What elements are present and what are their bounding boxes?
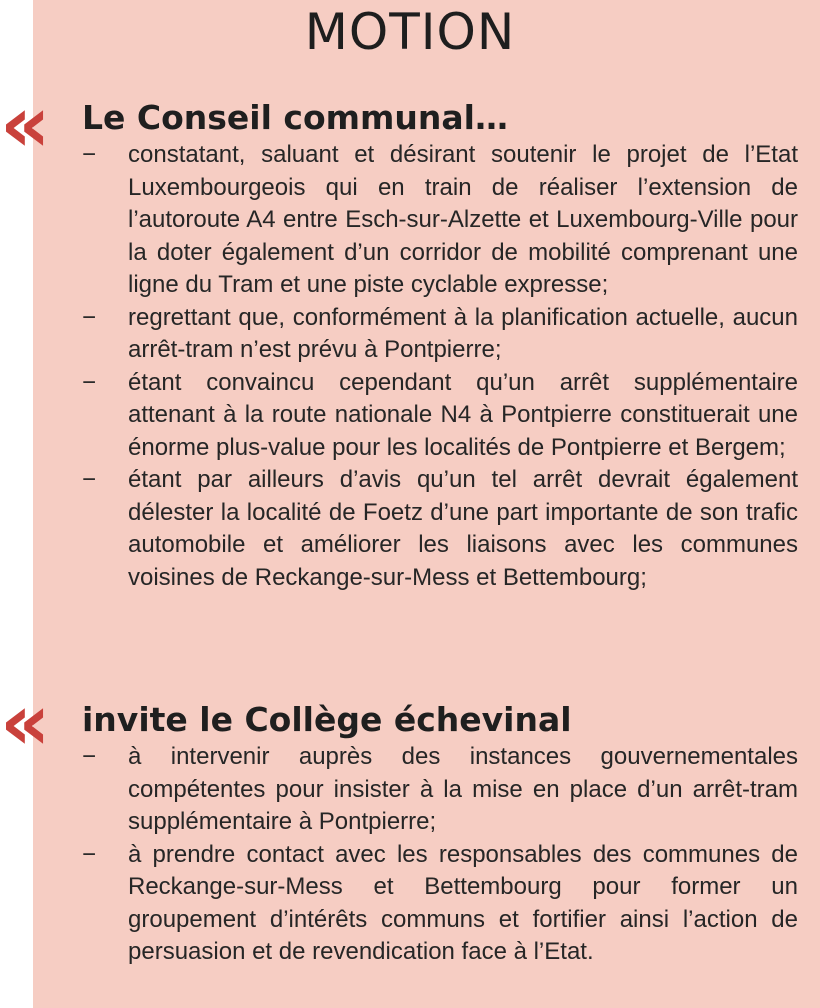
list-item-text: constatant, saluant et désirant soutenir le projet de l’Etat Luxembourgeois qui en train de réaliser l’extension de l’autoroute A4 entre Esch-sur-Alzette et Luxembourg-Ville pour la doter également d’un corridor de mobilité comprenant une ligne du Tram et une piste cyclable expresse;: [128, 141, 798, 298]
dash-bullet: −: [82, 466, 97, 493]
list-item: [82, 741, 798, 839]
page-title: MOTION: [304, 3, 516, 61]
dash-bullet: −: [82, 303, 97, 331]
quote-mark-icon: «: [0, 678, 45, 768]
list-item: [82, 302, 798, 367]
list-item-text: regrettant que, conformément à la planification actuelle, aucun arrêt-tram n’est prévu à Pontpierre;: [128, 303, 798, 363]
list-item: [82, 367, 798, 465]
list-item-text: étant convaincu cependant qu’un arrêt supplémentaire attenant à la route nationale N4 à Pontpierre constituerait une énorme plus-value pour les localités de Pontpierre et Bergem;: [128, 368, 798, 461]
conseil-items-list: [82, 139, 798, 594]
dash-bullet: −: [82, 743, 97, 770]
section-heading-conseil: Le Conseil communal…: [82, 98, 508, 137]
section-heading-college: invite le Collège échevinal: [82, 700, 572, 739]
list-item-text: étant par ailleurs d’avis qu’un tel arrêt devrait également délester la localité de Foetz d’une part importante de son trafic automobile et améliorer les liaisons avec les communes voisines de Reckange-sur-Mess et Bettembourg;: [128, 466, 798, 591]
dash-bullet: −: [82, 141, 97, 168]
quote-mark-icon: «: [0, 80, 45, 170]
list-item-text: à prendre contact avec les responsables des communes de Reckange-sur-Mess et Bettembourg pour former un groupement d’intérêts communs et fortifier ainsi l’action de persuasion et de revendication face à l’Etat.: [128, 840, 798, 965]
list-item-text: à intervenir auprès des instances gouvernementales compétentes pour insister à la mise en place d’un arrêt-tram supplémentaire à Pontpierre;: [128, 743, 798, 835]
dash-bullet: −: [82, 840, 97, 868]
dash-bullet: −: [82, 368, 97, 396]
list-item: [82, 139, 798, 302]
college-items-list: [82, 741, 798, 969]
list-item: [82, 839, 798, 969]
list-item: [82, 464, 798, 594]
